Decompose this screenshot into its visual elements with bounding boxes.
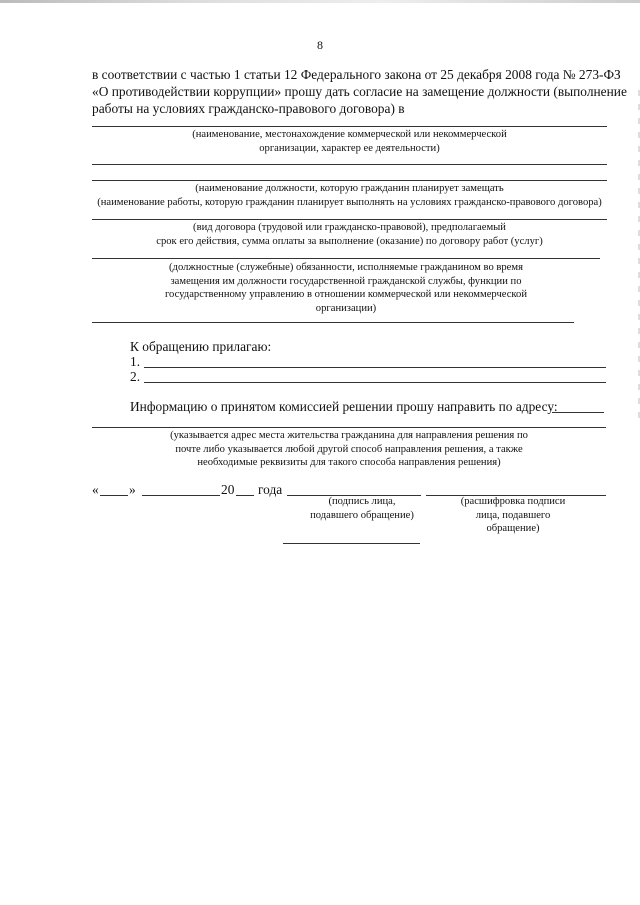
page-number: 8 bbox=[317, 38, 323, 52]
attachment-item-1-number: 1. bbox=[130, 354, 141, 369]
caption-line: (вид договора (трудовой или гражданско-правовой), предполагаемый bbox=[193, 222, 506, 233]
caption-line: почте либо указывается любой другой способ направления решения, а также bbox=[175, 443, 523, 455]
caption-line: (указывается адрес места жительства гражданина для направления решения по bbox=[170, 430, 528, 441]
contract-caption bbox=[92, 221, 607, 248]
duties-line-2[interactable] bbox=[92, 322, 574, 323]
intro-word: работы bbox=[92, 101, 133, 116]
caption-line: (расшифровка подписи bbox=[460, 496, 566, 507]
scan-edge bbox=[0, 0, 640, 3]
decoding-caption bbox=[448, 495, 578, 536]
intro-word: договора) bbox=[339, 101, 395, 116]
caption-line: организации) bbox=[315, 302, 377, 314]
caption-line: (наименование работы, которую гражданин планирует выполнять на условиях гражданско-правового договора) bbox=[97, 196, 602, 208]
attachment-item-2-line[interactable] bbox=[144, 382, 606, 383]
intro-word: на bbox=[136, 101, 150, 116]
caption-line: государственному управлению в отношении коммерческой или некоммерческой bbox=[164, 289, 528, 300]
attachments-heading: К обращению прилагаю: bbox=[130, 339, 272, 354]
caption-line: обращение) bbox=[486, 523, 540, 534]
contract-line[interactable] bbox=[92, 219, 607, 220]
caption-line: (наименование, местонахождение коммерческой или некоммерческой bbox=[192, 129, 507, 140]
closing-divider bbox=[283, 543, 420, 544]
caption-line: лица, подавшего bbox=[475, 509, 551, 521]
org-line[interactable] bbox=[92, 126, 607, 127]
caption-line: срок его действия, сумма оплаты за выполнение (оказание) по договору работ (услуг) bbox=[156, 235, 543, 247]
date-year-line[interactable] bbox=[236, 495, 254, 496]
intro-word: гражданско-правового bbox=[208, 101, 337, 116]
duties-caption bbox=[92, 261, 600, 315]
caption-line: (подпись лица, bbox=[328, 496, 396, 507]
caption-line: (наименование должности, которую гражданин планирует замещать bbox=[195, 183, 504, 194]
duties-line[interactable] bbox=[92, 258, 600, 259]
intro-paragraph bbox=[92, 66, 627, 117]
intro-line-1: в соответствии с частью 1 статьи 12 Федерального закона от 25 декабря 2008 года № 273-ФЗ bbox=[92, 67, 621, 82]
caption-line: организации, характер ее деятельности) bbox=[259, 142, 440, 154]
address-caption bbox=[92, 429, 606, 470]
org-caption bbox=[92, 128, 607, 155]
caption-line: необходимые реквизиты для такого способа направления решения) bbox=[197, 457, 501, 468]
address-request: Информацию о принятом комиссией решении прошу направить по адресу: bbox=[130, 399, 558, 414]
position-caption bbox=[92, 182, 607, 209]
date-month-line[interactable] bbox=[142, 495, 220, 496]
caption-line: подавшего обращение) bbox=[310, 509, 414, 521]
intro-line-2: «О противодействии коррупции» прошу дать согласие на замещение должности (выполнение bbox=[92, 84, 627, 99]
address-line[interactable] bbox=[92, 427, 606, 428]
intro-word: условиях bbox=[152, 101, 206, 116]
intro-line-3 bbox=[92, 100, 607, 117]
caption-line: замещения им должности государственной гражданской службы, функции по bbox=[170, 275, 522, 287]
attachment-item-2-number: 2. bbox=[130, 369, 141, 384]
date-quote-open: « bbox=[92, 482, 99, 497]
date-day-line[interactable] bbox=[100, 495, 128, 496]
attachment-item-1-line[interactable] bbox=[144, 367, 606, 368]
position-line[interactable] bbox=[92, 180, 607, 181]
date-quote-close: » bbox=[129, 482, 136, 497]
intro-word: в bbox=[398, 101, 405, 116]
date-year-suffix: года bbox=[258, 482, 283, 497]
date-year-prefix: 20 bbox=[221, 482, 235, 497]
caption-line: (должностные (служебные) обязанности, исполняемые гражданином во время bbox=[169, 262, 523, 273]
address-inline-line[interactable] bbox=[552, 412, 604, 413]
signature-caption bbox=[287, 495, 437, 522]
org-line-2[interactable] bbox=[92, 164, 607, 165]
